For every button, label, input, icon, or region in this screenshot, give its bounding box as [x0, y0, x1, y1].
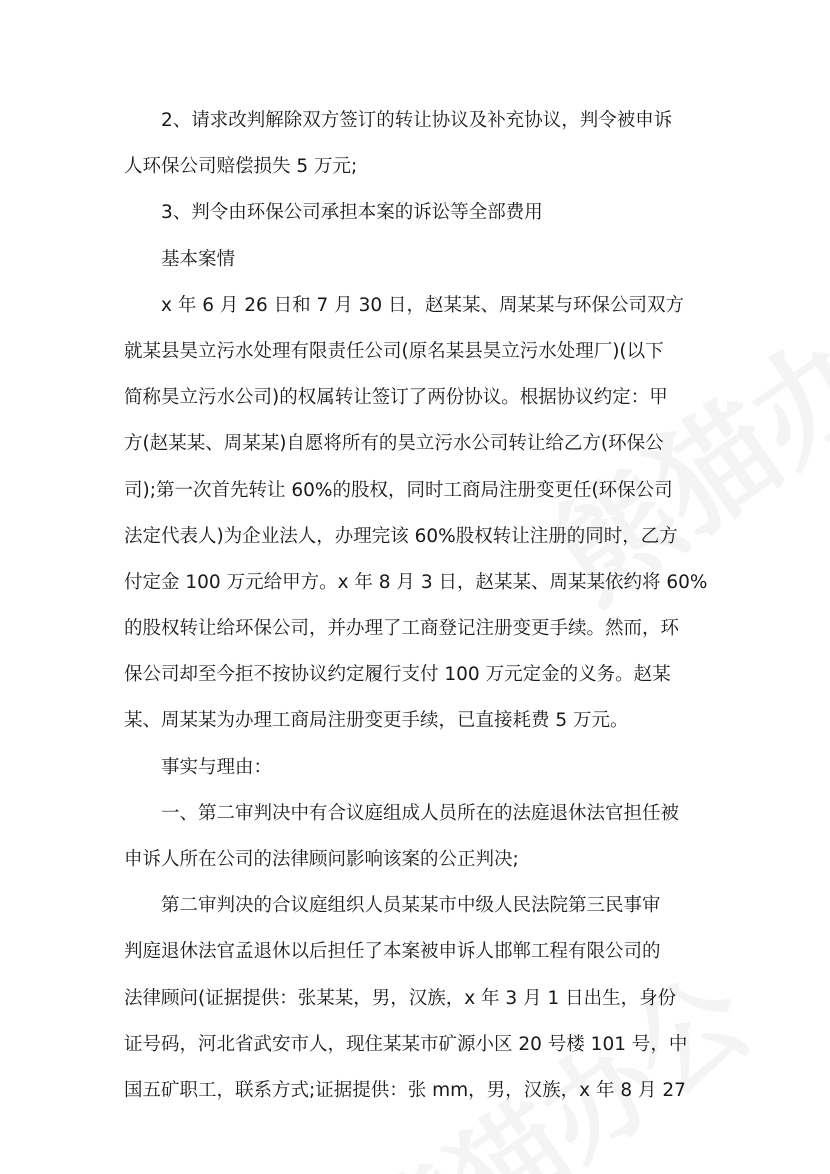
paragraph-line: 司);第一次首先转让 60%的股权，同时工商局注册变更任(环保公司 — [124, 479, 673, 501]
document-body — [124, 98, 714, 1114]
paragraph-line: 证号码，河北省武安市人，现住某某市矿源小区 20 号楼 101 号，中 — [124, 1033, 688, 1055]
paragraph-line: 法定代表人)为企业法人，办理完该 60%股权转让注册的同时，乙方 — [124, 525, 678, 547]
paragraph-line: 方(赵某某、周某某)自愿将所有的昊立污水公司转让给乙方(环保公 — [124, 433, 664, 455]
paragraph-line: 2、请求改判解除双方签订的转让协议及补充协议，判令被申诉 — [161, 110, 673, 131]
paragraph-line: 某、周某某为办理工商局注册变更手续，已直接耗费 5 万元。 — [124, 710, 629, 732]
paragraph-line: 判庭退休法官孟退休以后担任了本案被申诉人邯郸工程有限公司的 — [124, 941, 661, 963]
paragraph-line: 付定金 100 万元给甲方。x 年 8 月 3 日，赵某某、周某某依约将 60% — [124, 571, 708, 593]
paragraph-line: 就某县昊立污水处理有限责任公司(原名某县昊立污水处理厂)(以下 — [124, 340, 664, 362]
paragraph-line: 法律顾问(证据提供：张某某，男，汉族，x 年 3 月 1 日出生，身份 — [124, 987, 677, 1009]
section-heading: 事实与理由： — [161, 756, 273, 778]
paragraph-line: 第二审判决的合议庭组织人员某某市中级人民法院第三民事审 — [161, 895, 661, 917]
paragraph-line: 3、判令由环保公司承担本案的诉讼等全部费用 — [161, 202, 543, 224]
paragraph-line: 申诉人所在公司的法律顾问影响该案的公正判决; — [124, 849, 519, 870]
paragraph-line: x 年 6 月 26 日和 7 月 30 日，赵某某、周某某与环保公司双方 — [161, 294, 684, 316]
paragraph-line: 国五矿职工，联系方式;证据提供：张 mm，男，汉族，x 年 8 月 27 — [124, 1079, 686, 1101]
paragraph-line: 一、第二审判决中有合议庭组成人员所在的法庭退休法官担任被 — [161, 802, 680, 824]
paragraph-line: 简称昊立污水公司)的权属转让签订了两份协议。根据协议约定：甲 — [124, 387, 668, 409]
paragraph-line: 的股权转让给环保公司，并办理了工商登记注册变更手续。然而，环 — [124, 618, 680, 640]
section-heading: 基本案情 — [161, 248, 236, 270]
paragraph-line: 人环保公司赔偿损失 5 万元; — [124, 156, 358, 178]
paragraph-line: 保公司却至今拒不按协议约定履行支付 100 万元定金的义务。赵某 — [124, 664, 671, 686]
